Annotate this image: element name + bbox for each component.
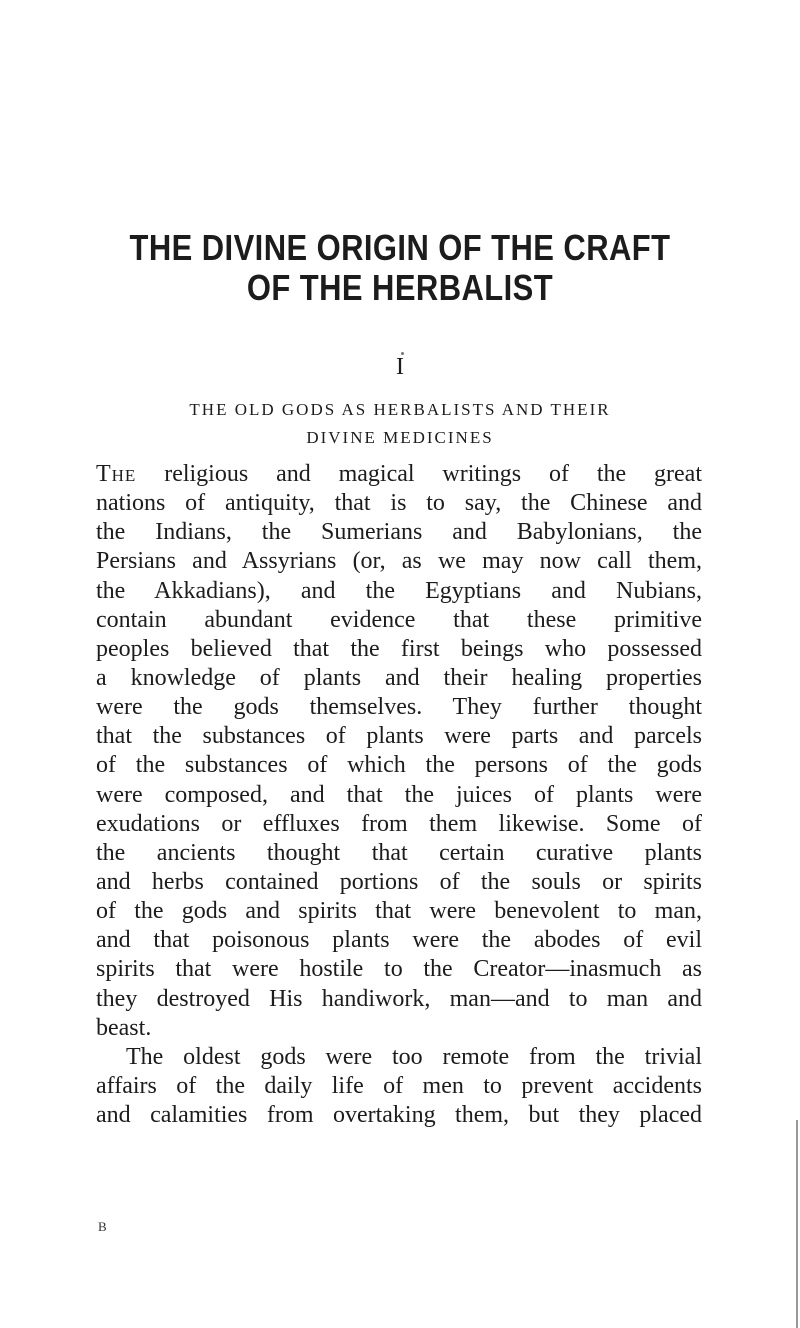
body-line: that the substances of plants were parts and parcels	[96, 723, 702, 750]
body-line: affairs of the daily life of men to prevent accidents	[96, 1072, 702, 1099]
body-line: The religious and magical writings of the great	[96, 461, 702, 487]
body-line: the Akkadians), and the Egyptians and Nubians,	[96, 577, 702, 604]
body-line: the ancients thought that certain curative plants	[96, 839, 702, 866]
body-line: peoples believed that the first beings who possessed	[96, 635, 702, 662]
body-line: exudations or effluxes from them likewise. Some of	[96, 810, 702, 837]
body-line: contain abundant evidence that these primitive	[96, 606, 702, 633]
body-line: they destroyed His handiwork, man—and to man and	[96, 985, 702, 1012]
page-title-line-1: THE DIVINE ORIGIN OF THE CRAFT	[129, 227, 671, 268]
body-line: and herbs contained portions of the souls or spirits	[96, 868, 702, 895]
chapter-title-line-2: DIVINE MEDICINES	[306, 428, 494, 447]
body-line: a knowledge of plants and their healing properties	[96, 664, 702, 691]
chapter-number: I	[396, 354, 404, 380]
opening-word: The	[96, 461, 137, 487]
body-line: beast.	[96, 1014, 152, 1041]
body-line: Persians and Assyrians (or, as we may now call them,	[96, 548, 702, 575]
body-line: and calamities from overtaking them, but they placed	[96, 1102, 702, 1129]
body-line: the Indians, the Sumerians and Babylonians, the	[96, 519, 702, 546]
body-line: spirits that were hostile to the Creator—inasmuch as	[96, 956, 702, 983]
body-line: were the gods themselves. They further thought	[96, 694, 702, 721]
body-line: and that poisonous plants were the abodes of evil	[96, 927, 702, 954]
page-edge-line	[796, 1120, 798, 1328]
body-line: were composed, and that the juices of plants were	[96, 781, 702, 808]
body-line: of the gods and spirits that were benevolent to man,	[96, 898, 702, 925]
page-title-line-2: OF THE HERBALIST	[246, 267, 554, 308]
signature-mark: B	[98, 1219, 107, 1234]
chapter-title-line-1: THE OLD GODS AS HERBALISTS AND THEIR	[189, 400, 611, 419]
body-line: The oldest gods were too remote from the trivial	[126, 1043, 702, 1070]
body-line: of the substances of which the persons of the gods	[96, 752, 702, 779]
body-text	[96, 460, 702, 1130]
body-line: nations of antiquity, that is to say, the Chinese and	[96, 490, 702, 517]
